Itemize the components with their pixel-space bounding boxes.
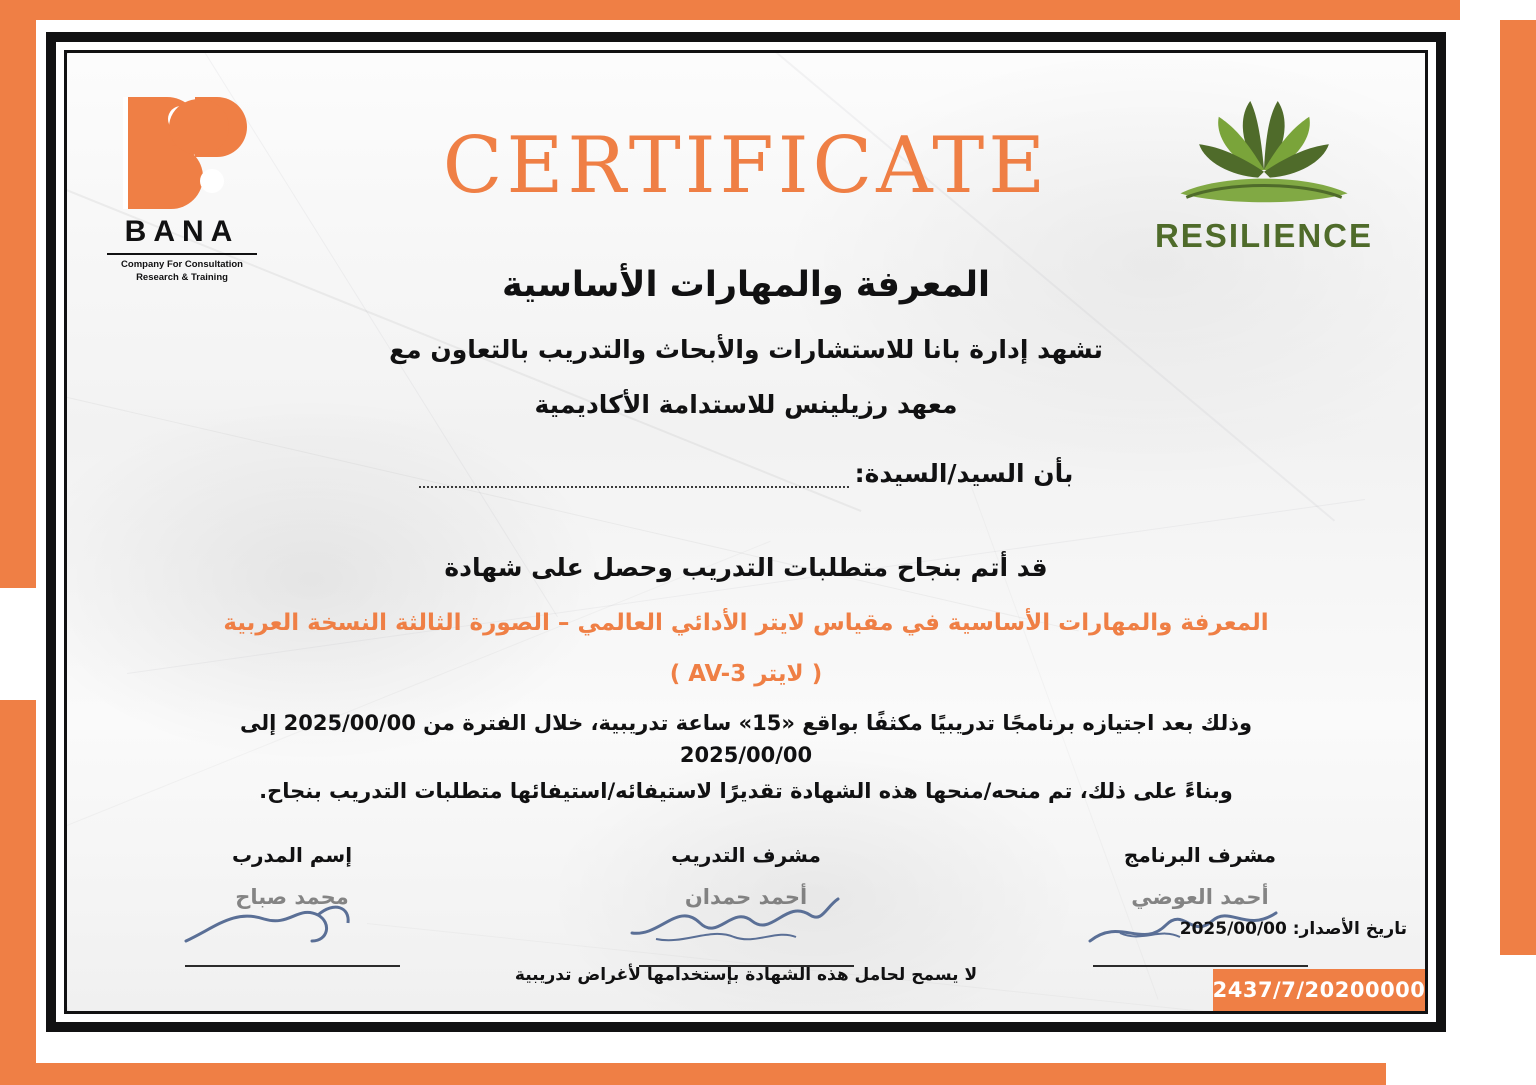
certificate-body [64, 50, 1428, 1014]
intro-line-1: تشهد إدارة بانا للاستشارات والأبحاث والتدريب بالتعاون مع [389, 335, 1103, 364]
accent-gap-bottom-right [1390, 1063, 1500, 1085]
signature-block-trainer [127, 843, 457, 967]
accent-bar-left-bottom [0, 700, 36, 1085]
signature-block-program-supervisor [1035, 843, 1365, 967]
bana-logo-wordmark: BANA [107, 215, 257, 255]
certificate-frame [46, 32, 1446, 1032]
body-line-1: قد أتم بنجاح متطلبات التدريب وحصل على شهادة [444, 553, 1048, 582]
signature-mark [581, 903, 911, 965]
accent-bar-top [36, 0, 1460, 20]
code-line: ( لايتر AV-3 ) [669, 661, 823, 687]
period-line: وذلك بعد اجتيازه برنامجًا تدريبيًا مكثفًا بواقع «15» ساعة تدريبية، خلال الفترة من 2025/00/00 إلى 2025/00/00 [239, 711, 1253, 767]
certificate-title-en [67, 121, 1425, 211]
recipient-row [67, 458, 1425, 488]
recipient-label: بأن السيد/السيدة: [854, 459, 1074, 488]
serial-number-badge: 2437/7/20200000 [1213, 969, 1425, 1011]
signature-scribble-icon [626, 893, 866, 953]
signature-row [127, 843, 1365, 967]
accent-bar-left-top [0, 0, 36, 588]
signature-scribble-icon [172, 897, 412, 957]
intro-line-2: معهد رزيلينس للاستدامة الأكاديمية [534, 390, 958, 419]
marble-vein [64, 383, 1079, 631]
signature-title: إسم المدرب [231, 843, 353, 867]
accent-gap-left [0, 588, 36, 700]
signature-title: مشرف التدريب [671, 843, 821, 867]
certificate-frame-inner-white [56, 42, 1436, 1022]
signature-mark [127, 903, 457, 965]
footer-note: لا يسمح لحامل هذه الشهادة بإستخدامها لأغراض تدريبية [514, 965, 978, 985]
accent-bar-bottom [36, 1063, 1386, 1085]
bana-subtitle-line-1: Company For Consultation [121, 259, 243, 270]
resilience-logo-wordmark: RESILIENCE [1154, 217, 1374, 254]
final-line: وبناءً على ذلك، تم منحه/منحها هذه الشهادة تقديرًا لاستيفائه/استيفائها متطلبات التدريب بنجاح. [259, 779, 1233, 803]
signature-name: أحمد العوضي [1131, 885, 1269, 909]
certificate-title-en-text: CERTIFICATE [442, 121, 1050, 211]
recipient-name-field[interactable] [419, 458, 849, 488]
signature-name: أحمد حمدان [684, 885, 808, 909]
issue-date [1180, 919, 1407, 939]
marble-vein [127, 499, 1365, 674]
issue-date-value: 2025/00/00 [1179, 919, 1287, 939]
bana-subtitle-line-2: Research & Training [136, 271, 228, 283]
scale-line: المعرفة والمهارات الأساسية في مقياس لايتر الأدائي العالمي – الصورة الثالثة النسخة العربية [223, 610, 1269, 636]
issue-date-label: تاريخ الأصدار: [1292, 919, 1407, 939]
signature-block-training-supervisor [581, 843, 911, 967]
signature-title: مشرف البرنامج [1123, 843, 1277, 867]
signature-name: محمد صباح [235, 885, 349, 909]
accent-bar-right [1500, 20, 1536, 955]
certificate-title-ar: المعرفة والمهارات الأساسية [501, 265, 991, 305]
